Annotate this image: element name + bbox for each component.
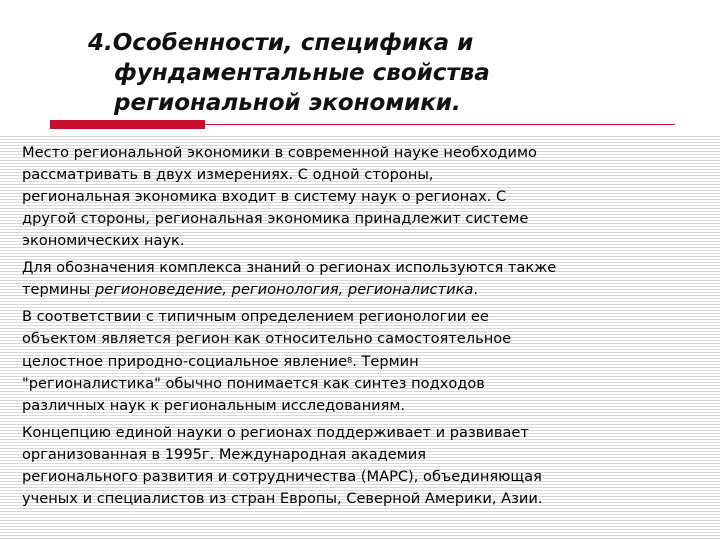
text-fragment: . Термин <box>352 353 419 370</box>
text-line: различных наук к региональным исследованиям. <box>22 397 406 414</box>
title-accent-bar <box>50 120 205 129</box>
slide-body <box>22 142 712 515</box>
title-line: региональной экономики. <box>114 90 461 116</box>
title-line: 4.Особенности, специфика и <box>88 30 474 56</box>
title-line: фундаментальные свойства <box>114 60 490 86</box>
text-fragment: целостное природно-социальное явление <box>22 353 348 370</box>
text-line <box>22 350 712 373</box>
text-line: объектом является регион как относительно самостоятельное <box>22 330 512 347</box>
text-line: Концепцию единой науки о регионах поддерживает и развивает <box>22 424 529 441</box>
text-line: экономических наук. <box>22 232 185 249</box>
paragraph-1 <box>22 142 712 252</box>
text-line: рассматривать в двух измерениях. С одной стороны, <box>22 166 434 183</box>
paragraph-2 <box>22 257 712 301</box>
text-line: Место региональной экономики в современной науке необходимо <box>22 144 537 161</box>
text-line: "регионалистика" обычно понимается как синтез подходов <box>22 375 485 392</box>
text-line: ученых и специалистов из стран Европы, Северной Америки, Азии. <box>22 490 543 507</box>
text-line: регионального развития и сотрудничества (МАРС), объединяющая <box>22 468 542 485</box>
text-line: организованная в 1995г. Международная академия <box>22 446 426 463</box>
text-fragment: термины <box>22 281 95 298</box>
paragraph-4 <box>22 422 712 510</box>
text-line <box>22 279 712 301</box>
text-fragment: . <box>473 281 478 298</box>
text-line: Для обозначения комплекса знаний о регионах используются также <box>22 259 557 276</box>
title-underline <box>205 124 675 125</box>
text-line: В соответствии с типичным определением регионологии ее <box>22 308 489 325</box>
footnote-marker: 8 <box>347 356 353 365</box>
text-line: другой стороны, региональная экономика принадлежит системе <box>22 210 529 227</box>
slide-title <box>88 28 688 118</box>
paragraph-3 <box>22 306 712 417</box>
text-line: региональная экономика входит в систему наук о регионах. С <box>22 188 507 205</box>
italic-terms: регионоведение, регионология, регионалистика <box>94 281 474 298</box>
